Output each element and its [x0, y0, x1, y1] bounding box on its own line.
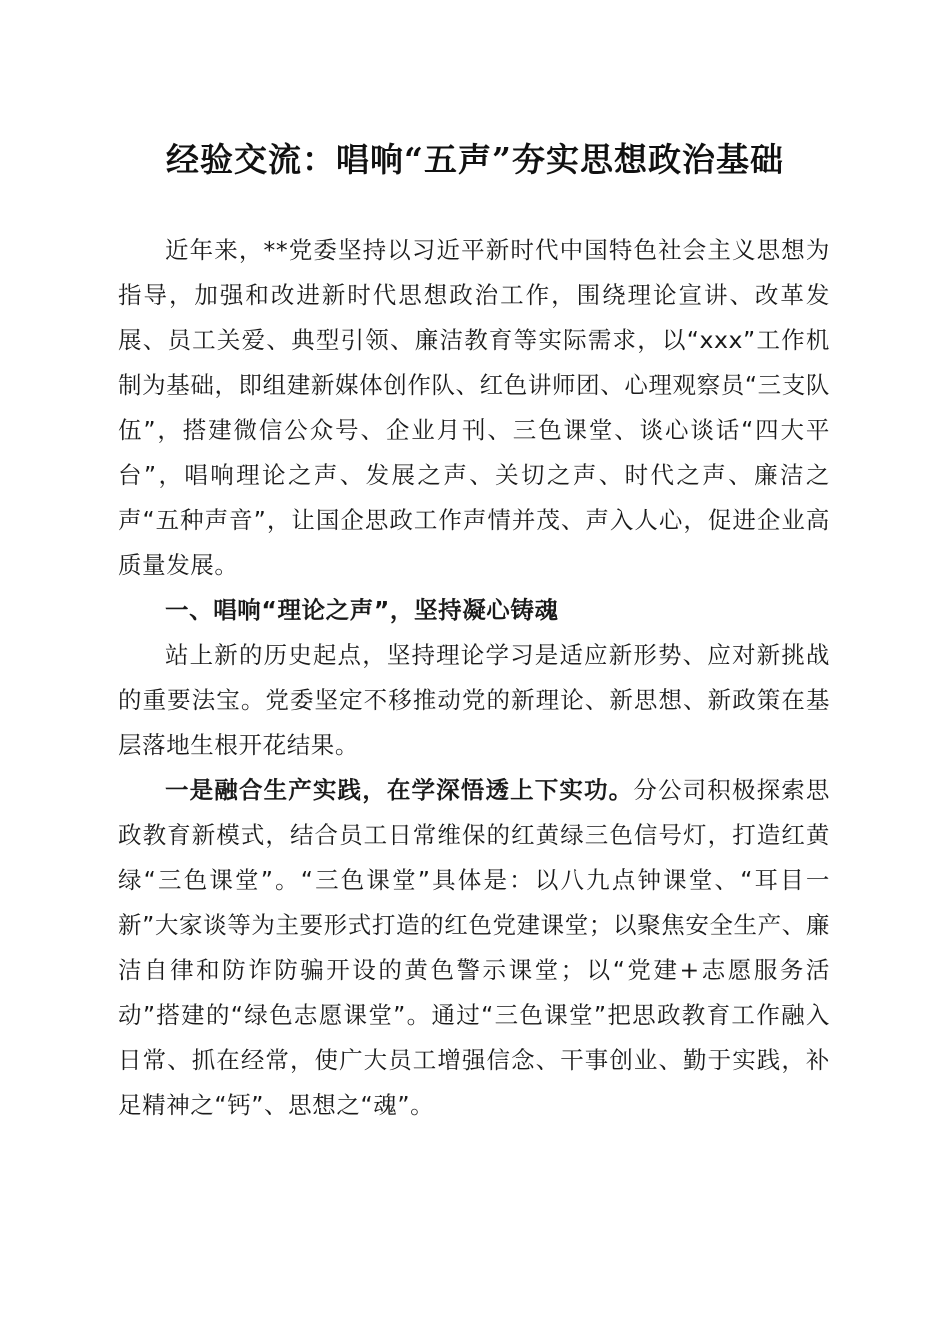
document-body [118, 228, 830, 1128]
point-lead-1: 一是融合生产实践，在学深悟透上下实功。 [165, 776, 634, 804]
point-paragraph-1 [118, 768, 830, 1128]
section-heading-theory: 一、唱响“理论之声”，坚持凝心铸魂 [165, 596, 559, 624]
point-body-1: 分公司积极探索思政教育新模式，结合员工日常维保的红黄绿三色信号灯，打造红黄绿“三色课堂”。“三色课堂”具体是：以八九点钟课堂、“耳目一新”大家谈等为主要形式打造的红色党建课堂；以聚焦安全生产、廉洁自律和防诈防骗开设的黄色警示课堂；以“党建+志愿服务活动”搭建的“绿色志愿课堂”。通过“三色课堂”把思政教育工作融入日常、抓在经常，使广大员工增强信念、干事创业、勤于实践，补足精神之“钙”、思想之“魂”。 [118, 776, 830, 1119]
section-paragraph-theory: 站上新的历史起点，坚持理论学习是适应新形势、应对新挑战的重要法宝。党委坚定不移推动党的新理论、新思想、新政策在基层落地生根开花结果。 [118, 641, 830, 759]
document-title: 经验交流：唱响“五声”夯实思想政治基础 [166, 140, 784, 179]
intro-paragraph: 近年来，**党委坚持以习近平新时代中国特色社会主义思想为指导，加强和改进新时代思想政治工作，围绕理论宣讲、改革发展、员工关爱、典型引领、廉洁教育等实际需求，以“xxx”工作机制为基础，即组建新媒体创作队、红色讲师团、心理观察员“三支队伍”，搭建微信公众号、企业月刊、三色课堂、谈心谈话“四大平台”，唱响理论之声、发展之声、关切之声、时代之声、廉洁之声“五种声音”，让国企思政工作声情并茂、声入人心，促进企业高质量发展。 [118, 236, 830, 579]
